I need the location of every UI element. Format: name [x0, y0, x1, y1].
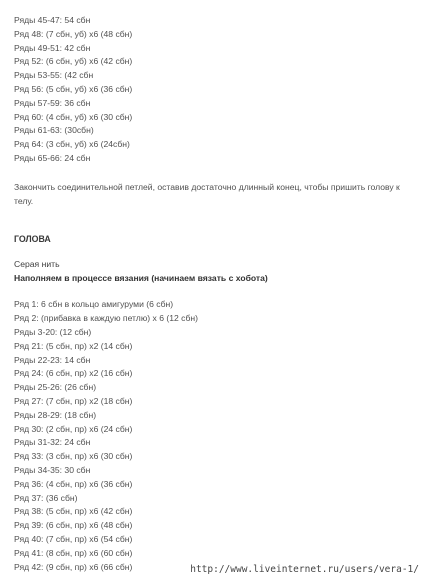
row-line: Ряд 64: (3 сбн, уб) х6 (24сбн) [14, 139, 130, 150]
row-line: Ряд 60: (4 сбн, уб) х6 (30 сбн) [14, 111, 133, 122]
section-title: ГОЛОВА [14, 233, 51, 244]
row-line: Ряд 52: (6 сбн, уб) х6 (42 сбн) [14, 56, 133, 67]
row-line: Ряды 22-23: 14 сбн [14, 354, 91, 365]
row-line: Ряд 56: (5 сбн, уб) х6 (36 сбн) [14, 83, 133, 94]
row-line: Ряд 40: (7 сбн, пр) х6 (54 сбн) [14, 533, 133, 544]
row-line: Ряд 36: (4 сбн, пр) х6 (36 сбн) [14, 478, 133, 489]
row-line: Ряд 30: (2 сбн, пр) х6 (24 сбн) [14, 423, 133, 434]
row-line: Ряды 34-35: 30 сбн [14, 464, 91, 475]
finish-paragraph: Закончить соединительной петлей, оставив достаточно длинный конец, чтобы пришить голову к телу. [14, 181, 400, 206]
row-line: Ряды 25-26: (26 сбн) [14, 382, 97, 393]
row-line: Ряд 1: 6 сбн в кольцо амигуруми (6 сбн) [14, 299, 174, 310]
row-line: Ряд 42: (9 сбн, пр) х6 (66 сбн) [14, 561, 133, 572]
row-line: Ряд 24: (6 сбн, пр) х2 (16 сбн) [14, 368, 133, 379]
row-line: Ряды 61-63: (30сбн) [14, 125, 94, 136]
row-line: Ряды 3-20: (12 сбн) [14, 326, 92, 337]
row-line: Ряд 33: (3 сбн, пр) х6 (30 сбн) [14, 451, 133, 462]
row-line: Ряд 27: (7 сбн, пр) х2 (18 сбн) [14, 395, 133, 406]
row-line: Ряды 31-32: 24 сбн [14, 437, 91, 448]
section-intro [14, 258, 414, 286]
row-line: Ряды 49-51: 42 сбн [14, 42, 91, 53]
row-line: Ряд 48: (7 сбн, уб) х6 (48 сбн) [14, 28, 133, 39]
row-line: Ряды 45-47: 54 сбн [14, 15, 91, 25]
head-rows-list [14, 298, 414, 574]
row-line: Ряд 38: (5 сбн, пр) х6 (42 сбн) [14, 506, 133, 517]
row-line: Ряд 41: (8 сбн, пр) х6 (60 сбн) [14, 547, 133, 558]
yarn-color: Серая нить [14, 258, 60, 269]
body-rows-list [14, 14, 414, 166]
row-line: Ряды 57-59: 36 сбн [14, 97, 91, 108]
document-page [14, 14, 414, 574]
row-line: Ряд 37: (36 сбн) [14, 492, 78, 503]
row-line: Ряд 39: (6 сбн, пр) х6 (48 сбн) [14, 520, 133, 531]
row-line: Ряды 65-66: 24 сбн [14, 152, 91, 163]
row-line: Ряды 28-29: (18 сбн) [14, 409, 97, 420]
row-line: Ряды 53-55: (42 сбн [14, 70, 94, 81]
row-line: Ряд 2: (прибавка в каждую петлю) х 6 (12 сбн) [14, 313, 199, 324]
row-line: Ряд 21: (5 сбн, пр) х2 (14 сбн) [14, 340, 133, 351]
source-url-watermark: http://www.liveinternet.ru/users/vera-1/ [190, 564, 419, 575]
stuffing-instruction: Наполняем в процессе вязания (начинаем вязать с хобота) [14, 272, 268, 283]
